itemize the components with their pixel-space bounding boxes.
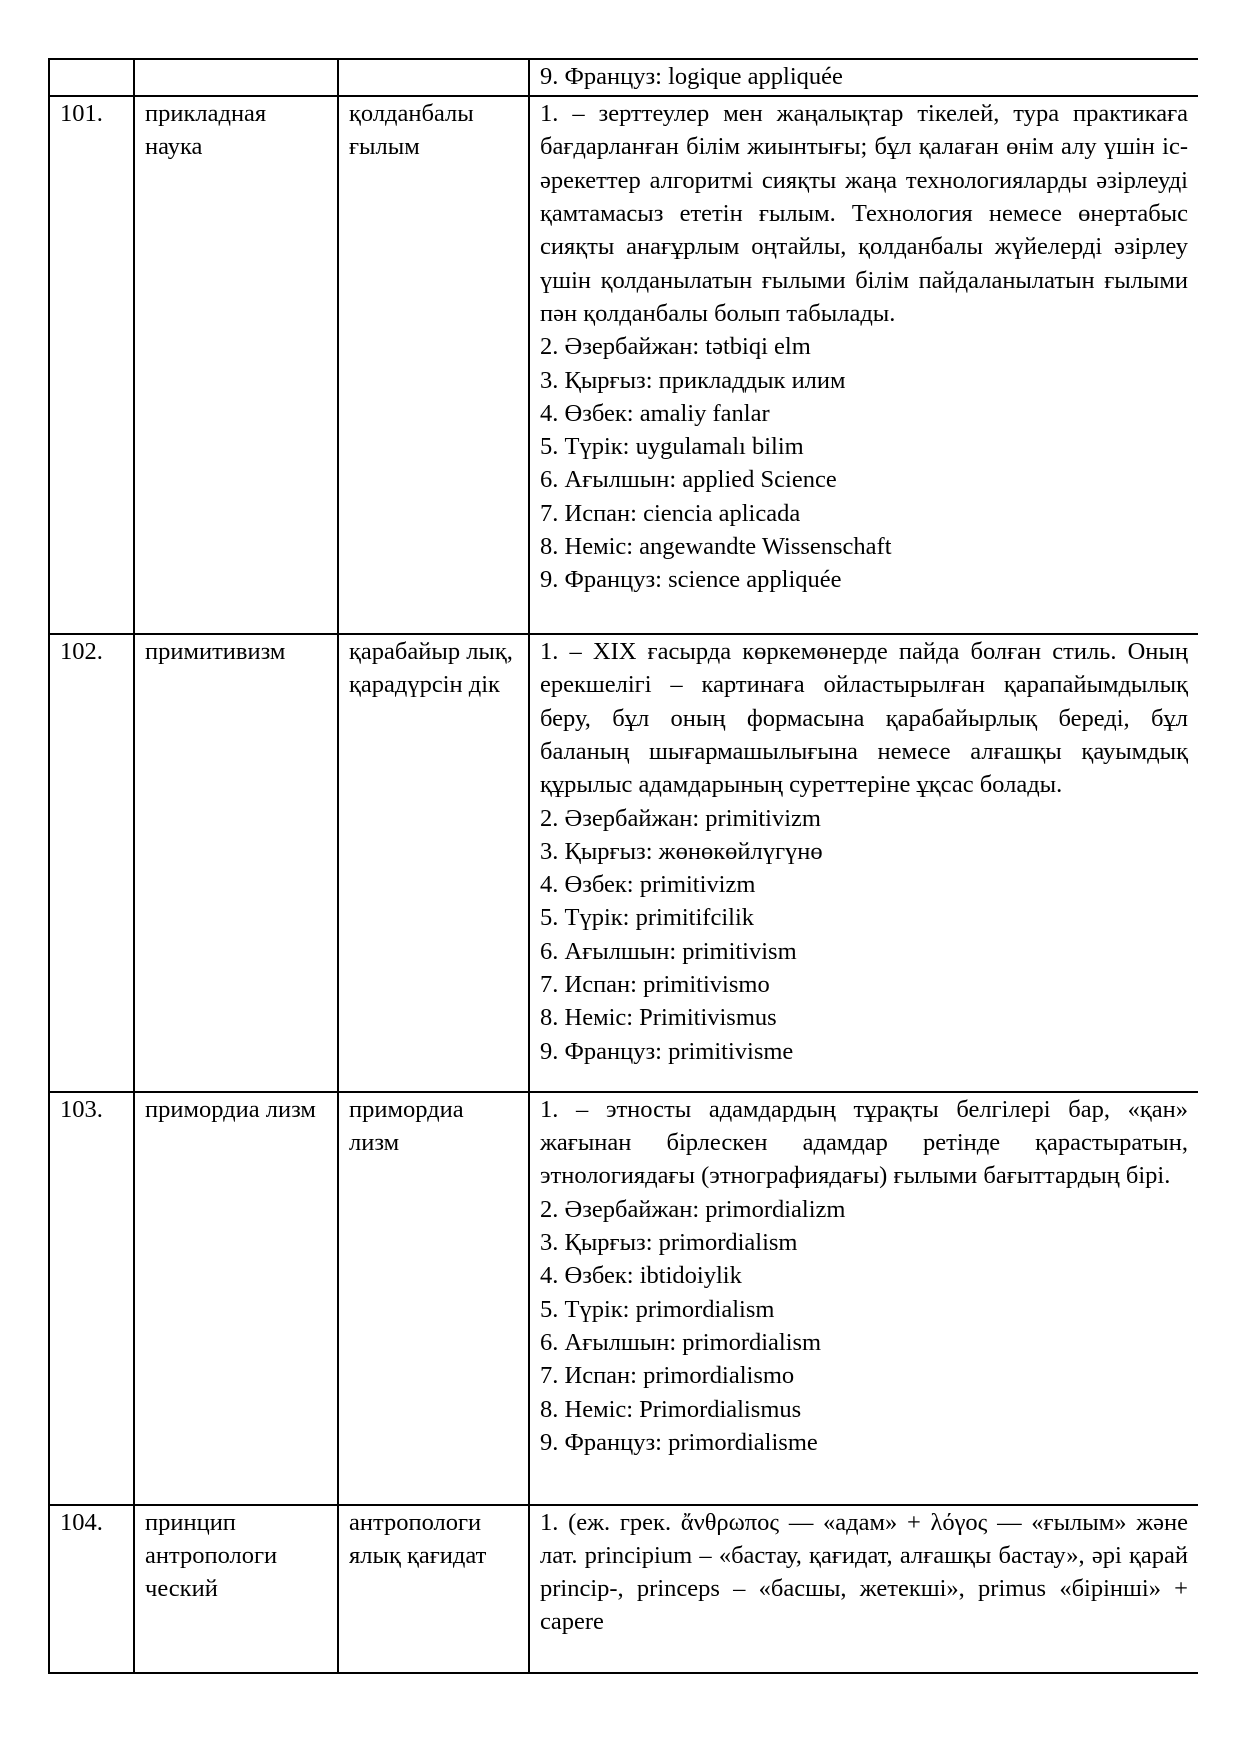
term-ru: прикладная наука — [134, 96, 338, 634]
entry-number: 103. — [49, 1092, 134, 1505]
translation-line: 2. Әзербайжан: primitivizm — [540, 804, 821, 832]
definition-cell — [529, 1092, 1198, 1505]
translation-line: 8. Неміс: Primitivismus — [540, 1004, 777, 1032]
translation-line: 6. Ағылшын: primitivism — [540, 937, 797, 965]
entry-number: 102. — [49, 634, 134, 1092]
term-ru: примитивизм — [134, 634, 338, 1092]
translation-line: 8. Неміс: Primordialismus — [540, 1395, 802, 1423]
definition-cell — [529, 1505, 1198, 1673]
translation-line: 4. Өзбек: ibtidoiylik — [540, 1262, 742, 1290]
translation-line: 2. Әзербайжан: tətbiqi elm — [540, 333, 811, 361]
entry-number: 104. — [49, 1505, 134, 1673]
table-row-entry — [49, 1505, 1198, 1673]
term-kk: примордиа лизм — [338, 1092, 529, 1505]
translation-line: 9. Француз: logique appliquée — [540, 63, 843, 90]
translation-line: 3. Қырғыз: прикладдык илим — [540, 366, 846, 394]
term-ru-cell — [134, 59, 338, 96]
term-ru: примордиа лизм — [134, 1092, 338, 1505]
translation-line: 5. Түрік: primordialism — [540, 1295, 775, 1323]
dictionary-page — [48, 58, 1198, 1674]
term-ru: принцип антропологи ческий — [134, 1505, 338, 1673]
translation-line: 7. Испан: primitivismo — [540, 971, 770, 999]
translation-line: 4. Өзбек: amaliy fanlar — [540, 399, 770, 427]
terms-table — [48, 58, 1198, 1674]
translation-line: 6. Ағылшын: applied Science — [540, 466, 837, 494]
translation-line: 2. Әзербайжан: primordializm — [540, 1195, 846, 1223]
term-kk-cell — [338, 59, 529, 96]
translation-line: 7. Испан: ciencia aplicada — [540, 499, 801, 527]
definition-text: 1. – XIX ғасырда көркемөнерде пайда болған стиль. Оның ерекшелігі – картинаға ойластырылған қарапайымдылық беру, бұл оның формасына қарабайырлық береді, бұл баланың шығармашылығына немесе алғашқы қауымдық құрылыс адамдарының суреттеріне ұқсас болады. — [540, 638, 1188, 799]
translation-line: 9. Француз: science appliquée — [540, 566, 842, 594]
definition-cell — [529, 634, 1198, 1092]
definition-text: 1. – зерттеулер мен жаңалықтар тікелей, тура практикаға бағдарланған білім жиынтығы; бұл қалаған өнім алу үшін іс-әрекеттер алгоритмі сияқты жаңа технологияларды әзірлеуді қамтамасыз ететін ғылым. Технология немесе өнертабыс сияқты анағұрлым оңтайлы, қолданбалы жүйелерді әзірлеу үшін қолданылатын ғылыми білім пайдаланылатын ғылыми пән қолданбалы болып табылады. — [540, 100, 1188, 327]
table-row-entry — [49, 634, 1198, 1092]
translation-line: 4. Өзбек: primitivizm — [540, 871, 756, 899]
definition-cell — [529, 96, 1198, 634]
definition-cell — [529, 59, 1198, 96]
translation-line: 3. Қырғыз: primordialism — [540, 1229, 798, 1257]
translation-line: 7. Испан: primordialismo — [540, 1362, 795, 1390]
translation-line: 9. Француз: primordialisme — [540, 1428, 818, 1456]
table-row-entry — [49, 1092, 1198, 1505]
translation-line: 5. Түрік: primitifcilik — [540, 904, 755, 932]
term-kk: антропологи ялық қағидат — [338, 1505, 529, 1673]
translation-line: 3. Қырғыз: жөнөкөйлүгүнө — [540, 837, 823, 865]
entry-number: 101. — [49, 96, 134, 634]
translation-line: 6. Ағылшын: primordialism — [540, 1328, 822, 1356]
translation-line: 5. Түрік: uygulamalı bilim — [540, 433, 804, 461]
number-cell — [49, 59, 134, 96]
term-kk: қарабайыр лық, қарадүрсін дік — [338, 634, 529, 1092]
definition-text: 1. (еж. грек. ἄνθρωπος — «адам» + λόγος — «ғылым» және лат. principium – «бастау, қағидат, алғашқы бастау», әрі қарай princip-, princeps – «басшы, жетекші», primus «бірінші» + capere — [540, 1508, 1188, 1636]
table-row-entry — [49, 96, 1198, 634]
translation-line: 8. Неміс: angewandte Wissenschaft — [540, 533, 892, 561]
definition-text: 1. – этносты адамдардың тұрақты белгілері бар, «қан» жағынан бірлескен адамдар ретінде қарастыратын, этнологиядағы (этнографиядағы) ғылыми бағыттардың бірі. — [540, 1095, 1188, 1190]
table-row-continuation — [49, 59, 1198, 96]
translation-line: 9. Француз: primitivisme — [540, 1037, 794, 1065]
term-kk: қолданбалы ғылым — [338, 96, 529, 634]
